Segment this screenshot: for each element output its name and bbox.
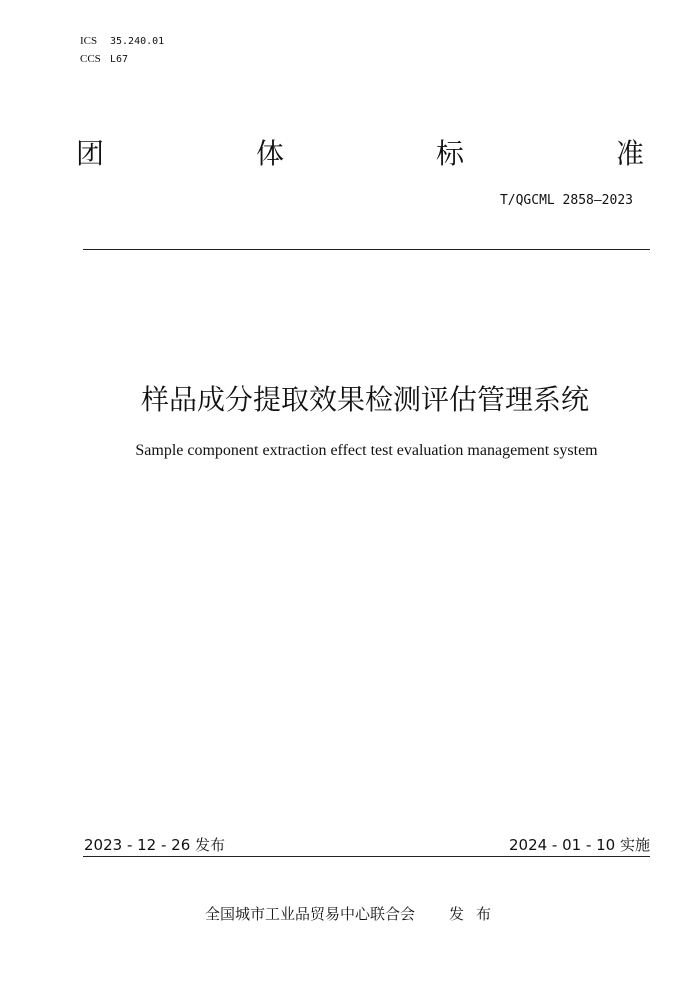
- standard-number: T/QGCML 2858—2023: [499, 193, 633, 208]
- heading-char: 团: [76, 137, 105, 170]
- issuer-action: 发布: [449, 905, 504, 923]
- issuer-line: [205, 904, 503, 924]
- issuer-name: 全国城市工业品贸易中心联合会: [205, 905, 416, 923]
- heading-char: 体: [256, 137, 285, 170]
- header-divider: [83, 249, 650, 250]
- document-title-chinese: 样品成分提取效果检测评估管理系统: [140, 383, 589, 416]
- heading-char: 标: [436, 137, 465, 170]
- heading-char: 准: [616, 137, 645, 170]
- footer-divider: [83, 856, 650, 857]
- ics-label: ICS: [80, 35, 98, 47]
- ics-code: 35.240.01: [110, 36, 165, 47]
- standard-type-heading: [76, 134, 646, 174]
- ccs-label: CCS: [80, 53, 101, 65]
- issue-date: 2023 - 12 - 26 发布: [84, 836, 226, 854]
- ccs-code: L67: [110, 54, 129, 65]
- implementation-date: 2024 - 01 - 10 实施: [508, 836, 650, 854]
- ccs-classification: [80, 52, 128, 67]
- document-title-english: Sample component extraction effect test evaluation management system: [135, 442, 598, 459]
- ics-classification: [80, 34, 164, 49]
